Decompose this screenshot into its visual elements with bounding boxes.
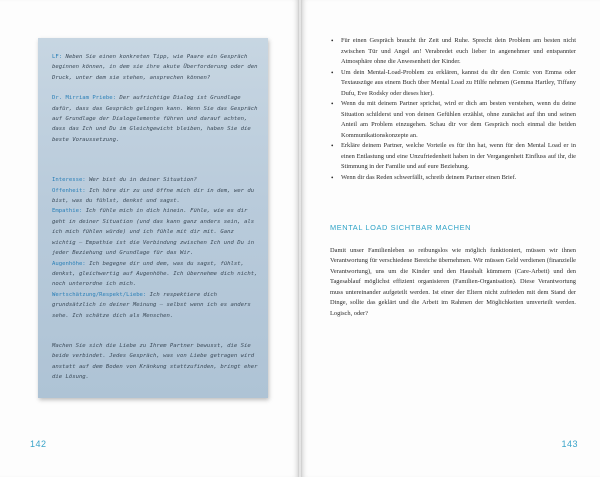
note-text [52,52,260,383]
note-speaker: Augenhöhe: [52,260,86,267]
list-item: • Erkläre deinem Partner, welche Vorteile es für ihn hat, wenn für den Mental Load er in einen Entlastung und eine Unzufriedenheit haben in der Vergangenheit Einfluss auf ihr, die Stimmung in der Familie und auf eure Beziehung. [330,141,576,173]
note-line: Wer bist du in deiner Situation? [89,177,197,184]
note-line: Neben Sie einen konkreten Tipp, wie Paare ein Gespräch beginnen können, in dem sie ihre akute Überforderung oder den Druck, unter dem sie stehen, ansprechen können? [52,54,258,81]
list-item: • Für einen Gespräch braucht ihr Zeit und Ruhe. Sprecht dein Problem am besten nicht zwischen Tür und Angel an! Verabredet euch lieber in angenehmer und entspannter Atmosphäre ohne die Anwesenheit der Kinder. [330,36,576,68]
note-speaker: Interesse: [52,177,86,184]
note-closing: Machen Sie sich die Liebe zu Ihrem Partner bewusst, die Sie beide verbindet. Jedes Gespräch, was von Liebe getragen wird anstatt auf dem Boden von Kränkung stattzufinden, bringt eher die Lösung. [52,342,258,381]
note-line: Ich begegne dir und dem, was du sagst, fühlst, denkst, gleichwertig auf Augenhöhe. Ich übernehme dich nicht, noch unterordne ich mich. [52,260,258,288]
page-number-left: 142 [30,439,47,449]
note-line: Ich fühle mich in dich hinein. Fühle, wie es dir geht in deiner Situation (und das kann ganz anders sein, als ich mich fühlen würde) und ich fühle mit dir mit. Ganz wichtig – Empathie ist die Verbindung zwischen Ich und Du in jeder Beziehung und Grundlage für das Wir. [52,208,255,257]
note-speaker: Dr. Mirriam Priebe: [52,95,116,102]
list-item: • Wenn dir das Reden schwerfällt, schreib deinem Partner einen Brief. [330,173,576,184]
note-photo [38,38,268,398]
list-item: • Wenn du mit deinem Partner sprichst, wird er dich am besten verstehen, wenn du deine Situation schilderst und von deinen Gefühlen erzählst, ohne zunächst auf ihn und seinen Anteil am Problem einzugehen. Schau dir vor dem Gespräch noch einmal die beiden Kommunikationskonzepte an. [330,99,576,141]
note-line: Ich respektiere dich grundsätzlich in deiner Meinung – selbst wenn ich es anders sehe. Ich schätze dich als Menschen. [52,291,251,319]
note-intro-2 [52,93,260,145]
note-dialog-2 [52,186,260,207]
body-paragraph: Damit unser Familienleben so reibungslos wie möglich funktioniert, müssen wir ihnen Verantwortung für verschiedene Bereiche übernehmen. Wir müssen Geld verdienen (finanzielle Verantwortung), uns um die Kinder und den Haushalt kümmern (Care-Arbeit) und den Tagesablauf möglichst effizient organisieren (Familien-Organisation). Diese Verantwortung muss untereinander aufgeteilt werden. Ist einer der Eltern nicht zufrieden mit dem Stand der Dinge, sollte das geklärt und die Arbeit im Rahmen der Möglichkeiten umverteilt werden. Logisch, oder? [330,246,576,317]
right-text-column [330,36,576,319]
note-dialog-1 [52,175,260,185]
tips-list [330,36,576,183]
right-page [302,0,600,477]
section-heading: MENTAL LOAD SICHTBAR MACHEN [330,223,472,232]
note-speaker: LF: [52,54,63,60]
list-item: • Um dein Mental-Load-Problem zu erklären, kannst du dir den Comic von Emma oder Textauszüge aus einem Buch über Mental Load zu Hilfe nehmen (Gemma Hartley, Tiffany Dufu, Eve Rodsky oder dieses hier). [330,68,576,100]
note-speaker: Offenheit: [52,187,86,194]
page-number-right: 143 [561,439,578,449]
note-dialog-5 [52,290,260,321]
left-page [0,0,298,477]
note-speaker: Empathie: [52,208,83,215]
note-dialog-4 [52,259,260,290]
note-speaker: Wertschätzung/Respekt/Liebe: [52,291,147,298]
note-line: Ich höre dir zu und öffne mich dir in dem, wer du bist, was du fühlst, denkst und sagst. [52,187,255,205]
note-line: Der aufrichtige Dialog ist Grundlage dafür, dass das Gespräch gelingen kann. Wenn Sie das Gespräch auf Grundlage der Dialogelemente führen und darauf achten, dass das Ich und Du im Gleichgewicht bleiben, haben Sie die beste Voraussetzung. [52,95,258,143]
note-dialog-3 [52,206,260,258]
note-intro-1 [52,52,260,83]
